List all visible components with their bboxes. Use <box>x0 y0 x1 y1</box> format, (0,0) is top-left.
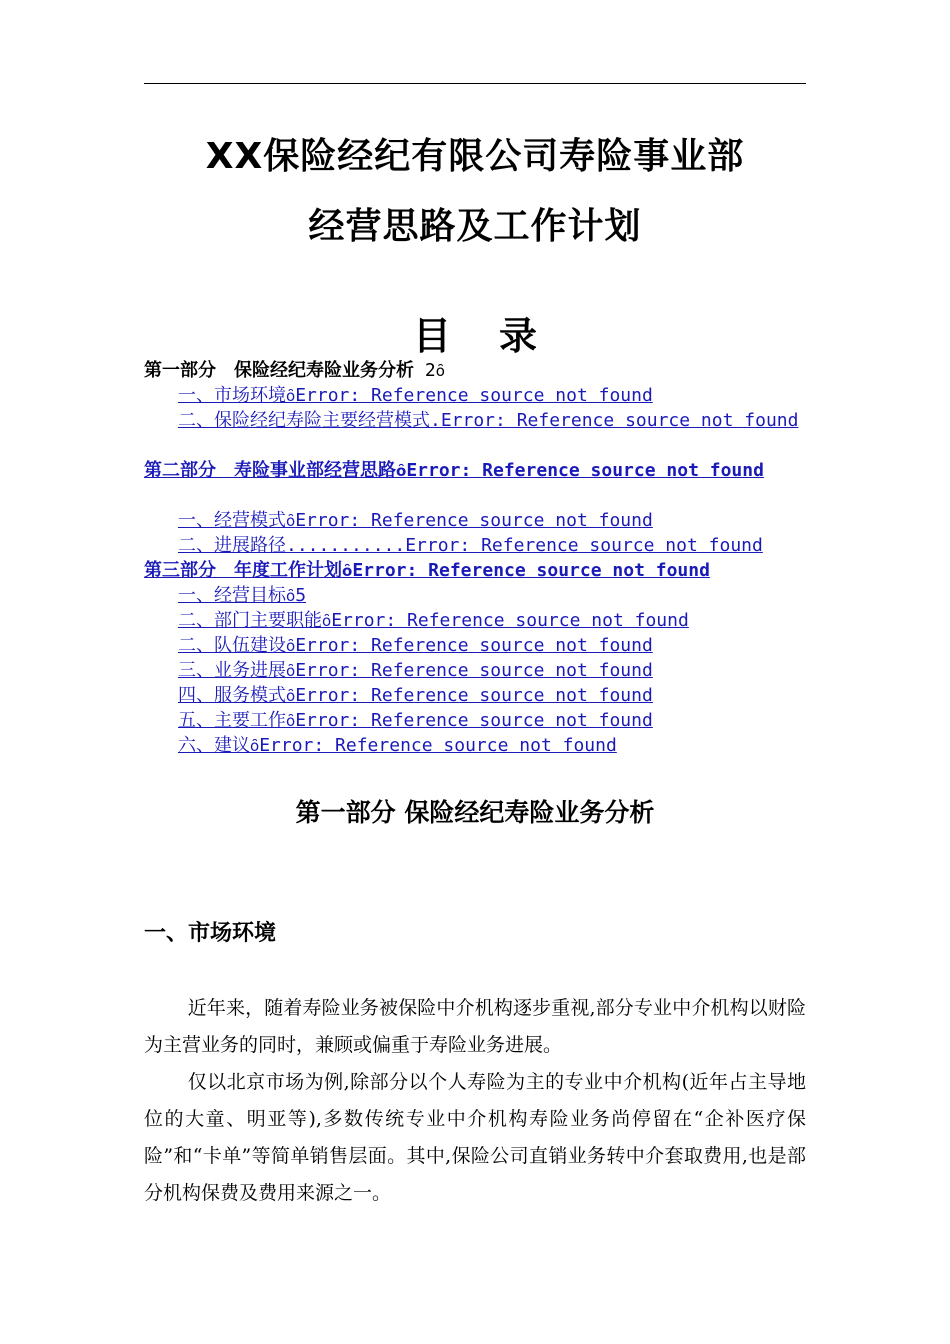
toc-entry-title: 四、服务模式 <box>178 685 286 706</box>
toc-entry-ref: Error: Reference source not found <box>295 635 653 656</box>
toc-entry-main-work[interactable] <box>144 708 806 733</box>
toc-entry-functions[interactable] <box>144 608 806 633</box>
toc-entry-ref: Error: Reference source not found <box>331 610 689 631</box>
body-paragraph-2: 仅以北京市场为例,除部分以个人寿险为主的专业中介机构(近年占主导地位的大童、明亚等),多数传统专业中介机构寿险业务尚停留在“企补医疗保险”和“卡单”等简单销售层面。其中,保险公司直销业务转中介套取费用,也是部分机构保费及费用来源之一。 <box>144 1071 806 1204</box>
section-heading: 第一部分 保险经纪寿险业务分析 <box>295 798 655 827</box>
toc-entry-ref: Error: Reference source not found <box>406 460 764 481</box>
field-marker: ȏ <box>286 687 296 705</box>
toc-entry-part2[interactable] <box>144 458 806 508</box>
field-marker: ȏ <box>286 512 296 530</box>
field-marker: ȏ <box>286 637 296 655</box>
field-marker: ȏ <box>435 362 445 380</box>
toc-entry-title: 第三部分 年度工作计划 <box>144 560 342 581</box>
toc-entry-ref: Error: Reference source not found <box>295 710 653 731</box>
toc-entry-part1[interactable] <box>144 358 806 383</box>
toc-entry-part3[interactable] <box>144 558 806 583</box>
document-subtitle: 经营思路及工作计划 <box>308 206 642 247</box>
toc-heading-char-1: 目 <box>412 314 451 358</box>
toc-entry-title: 一、经营模式 <box>178 510 286 531</box>
toc-entry-suggestions[interactable] <box>144 733 806 758</box>
document-title: XX保险经纪有限公司寿险事业部 <box>205 136 745 177</box>
toc-entry-ref: Error: Reference source not found <box>295 660 653 681</box>
toc-entry-goals[interactable] <box>144 583 806 608</box>
field-marker: ȏ <box>286 387 296 405</box>
toc-entry-operating-model[interactable] <box>144 508 806 533</box>
header-rule <box>144 83 806 84</box>
toc-heading <box>0 305 950 360</box>
toc-entry-ref: Error: Reference source not found <box>295 685 653 706</box>
field-marker: ȏ <box>286 662 296 680</box>
toc-entry-business-model[interactable] <box>144 408 806 458</box>
toc-entry-team[interactable] <box>144 633 806 658</box>
toc-entry-ref: 5 <box>295 585 307 606</box>
body-paragraph-1: 近年来，随着寿险业务被保险中介机构逐步重视,部分专业中介机构以财险为主营业务的同时，兼顾或偏重于寿险业务进展。 <box>144 997 806 1056</box>
toc-entry-title: 三、业务进展 <box>178 660 286 681</box>
toc-entry-title: 六、建议 <box>178 735 250 756</box>
field-marker: ȏ <box>250 737 260 755</box>
toc-entry-progress-path[interactable] <box>144 533 806 558</box>
field-marker: ȏ <box>322 612 332 630</box>
toc-entry-ref: Error: Reference source not found <box>259 735 617 756</box>
toc-entry-ref: Error: Reference source not found <box>295 385 653 406</box>
field-marker: ȏ <box>286 712 296 730</box>
toc-entry-ref: Error: Reference source not found <box>352 560 710 581</box>
toc-entry-title: 二、部门主要职能 <box>178 610 322 631</box>
toc-entry-title: 二、队伍建设 <box>178 635 286 656</box>
toc-entry-ref: ...........Error: Reference source not found <box>286 535 763 556</box>
field-marker: ȏ <box>396 462 407 480</box>
field-marker: ȏ <box>342 562 353 580</box>
toc-entry-title: 二、保险经纪寿险主要经营模式 <box>178 410 430 431</box>
toc-entry-title: 一、经营目标 <box>178 585 286 606</box>
toc-entry-title: 五、主要工作 <box>178 710 286 731</box>
toc-entry-service-model[interactable] <box>144 683 806 708</box>
toc-entry-ref: .Error: Reference source not found <box>430 410 799 431</box>
table-of-contents <box>144 358 806 758</box>
toc-entry-title: 一、市场环境 <box>178 385 286 406</box>
toc-entry-business-progress[interactable] <box>144 658 806 683</box>
toc-entry-ref: Error: Reference source not found <box>295 510 653 531</box>
toc-entry-title: 二、进展路径 <box>178 535 286 556</box>
field-marker: ȏ <box>286 587 296 605</box>
subsection-heading: 一、市场环境 <box>144 921 277 946</box>
toc-entry-title: 第二部分 寿险事业部经营思路 <box>144 460 396 481</box>
toc-entry-title: 第一部分 保险经纪寿险业务分析 <box>144 360 414 381</box>
toc-heading-char-2: 录 <box>499 314 538 358</box>
toc-entry-market[interactable] <box>144 383 806 408</box>
toc-entry-ref: 2 <box>414 360 436 381</box>
